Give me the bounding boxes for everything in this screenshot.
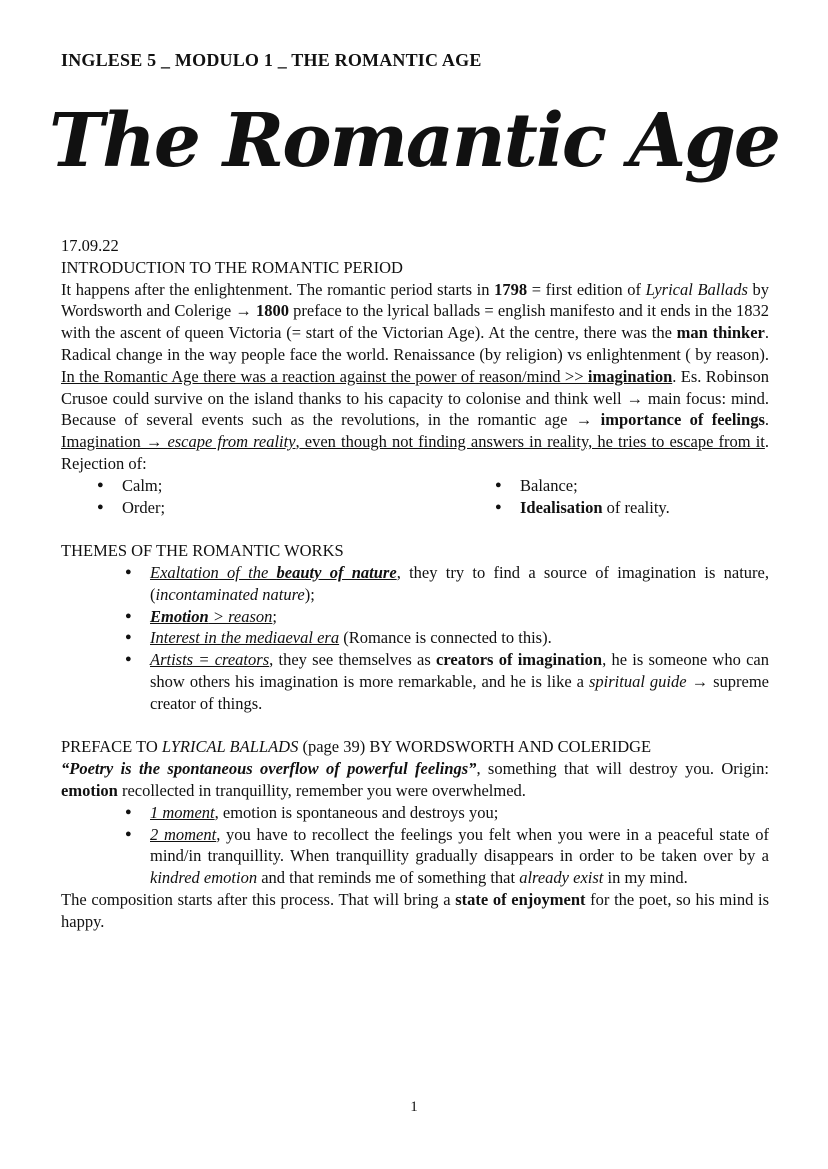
list-item [150, 606, 769, 628]
text-run: , you have to recollect the feelings you felt when you were in a peaceful state of mind/in tranquillity. When tranquillity gradually disappears in order to be taken over by a [150, 824, 769, 866]
text-run: preface to the lyrical ballads = english manifesto and it ends in the 1832 with the ascent of queen Victoria (= start of the Victorian Age). At the centre, there was the [61, 301, 769, 343]
list-item [150, 649, 769, 714]
list-item: ● Order; [122, 497, 520, 519]
list-item [520, 497, 670, 519]
poetry-quote: “Poetry is the spontaneous overflow of powerful feelings” [61, 759, 477, 779]
text-run: , something that will destroy you. Origin: [476, 759, 769, 779]
intro-heading: INTRODUCTION TO THE ROMANTIC PERIOD [61, 257, 403, 277]
underlined-imagination: Imagination → [61, 432, 168, 452]
escape-from-reality: escape from reality [167, 432, 296, 452]
imagination-term: imagination [587, 366, 673, 386]
text-run: , emotion is spontaneous and destroys you; [214, 802, 499, 822]
list-item [520, 475, 670, 497]
list-item [150, 824, 769, 889]
text-run: = first edition of [527, 279, 646, 299]
rejection-column-right [520, 475, 670, 519]
lyrical-ballads-title: Lyrical Ballads [645, 279, 748, 299]
text-run: (page 39) BY WORDSWORTH AND COLERIDGE [298, 737, 652, 757]
text-run: Balance; [520, 475, 578, 495]
date: 17.09.22 [61, 236, 119, 255]
preface-paragraph [61, 758, 769, 802]
text-run: . Radical change in the way people face the world. Renaissance (by religion) vs enlightenment ( by reason). [61, 323, 769, 364]
course-header: INGLESE 5 _ MODULO 1 _ THE ROMANTIC AGE [61, 50, 482, 70]
text-run: . [764, 410, 769, 430]
list-item [150, 802, 769, 824]
text-run: > reason [208, 606, 273, 626]
text-run: PREFACE TO [61, 737, 162, 757]
text-run: spiritual guide [589, 671, 687, 691]
text-run: 2 moment [150, 824, 217, 844]
year-1798: 1798 [494, 279, 528, 299]
text-run: by Wordsworth and Colerige → [61, 279, 769, 321]
text-run: . Rejection of: [61, 432, 769, 473]
moments-list [61, 802, 769, 889]
text-run: Exaltation of the [150, 562, 277, 582]
state-of-enjoyment: state of enjoyment [455, 889, 586, 909]
themes-heading: THEMES OF THE ROMANTIC WORKS [61, 541, 344, 561]
list-item [150, 627, 769, 649]
notes-body [61, 235, 769, 933]
themes-list [61, 562, 769, 715]
text-run: . Es. Robinson Crusoe could survive on the island thanks to his capacity to colonise and think well → main focus: mind. Because of several events such as the revolutions, in the romantic age → [61, 366, 770, 430]
text-run: of reality. [602, 497, 670, 517]
text-run: , they see themselves as [269, 650, 437, 670]
year-1800: 1800 [255, 301, 289, 321]
page-title: The Romantic Age [49, 98, 779, 184]
conclusion-paragraph [61, 889, 769, 933]
text-run: LYRICAL BALLADS [161, 737, 299, 757]
text-run: 1 moment [150, 802, 215, 822]
list-item [150, 562, 769, 606]
text-run: and that reminds me of something that [257, 868, 520, 888]
underlined-escape: , even though not finding answers in reality, he tries to escape from it [295, 432, 765, 452]
rejection-column-left [61, 475, 520, 519]
text-run: Artists = creators [150, 650, 270, 670]
rejection-list [61, 475, 769, 519]
list-item: ● Calm; [122, 475, 520, 497]
text-run: already exist [519, 868, 604, 888]
text-run: , they try to find a source of imagination is nature, ( [150, 562, 769, 604]
importance-of-feelings: importance of feelings [600, 410, 765, 430]
text-run: ; [272, 606, 277, 626]
emotion-term: Emotion [150, 606, 209, 626]
text-run: , he is someone who can show others his imagination is more remarkable, and he is like a [150, 650, 769, 691]
text-run: It happens after the enlightenment. The romantic period starts in [61, 279, 495, 299]
text-run: Interest in the mediaeval era [150, 628, 340, 648]
text-run: recollected in tranquillity, remember you were overwhelmed. [117, 780, 526, 800]
text-run: kindred emotion [150, 868, 258, 888]
page-number: 1 [410, 1099, 418, 1115]
text-run: The composition starts after this process. That will bring a [61, 889, 456, 909]
emotion-term: emotion [61, 780, 118, 800]
text-run: ); [304, 584, 315, 604]
text-run: for the poet, so his mind is happy. [61, 889, 769, 931]
preface-heading [61, 736, 769, 758]
text-run: incontaminated nature [155, 584, 305, 604]
text-run: (Romance is connected to this). [339, 628, 552, 648]
beauty-of-nature: beauty of nature [276, 562, 397, 582]
underlined-reaction: In the Romantic Age there was a reaction against the power of reason/mind >> [61, 366, 588, 386]
text-run: → supreme creator of things. [150, 671, 769, 713]
man-thinker: man thinker [676, 323, 765, 343]
text-run: in my mind. [603, 868, 688, 888]
creators-of-imagination: creators of imagination [436, 650, 603, 670]
intro-paragraph [61, 279, 769, 475]
idealisation-term: Idealisation [520, 497, 603, 517]
